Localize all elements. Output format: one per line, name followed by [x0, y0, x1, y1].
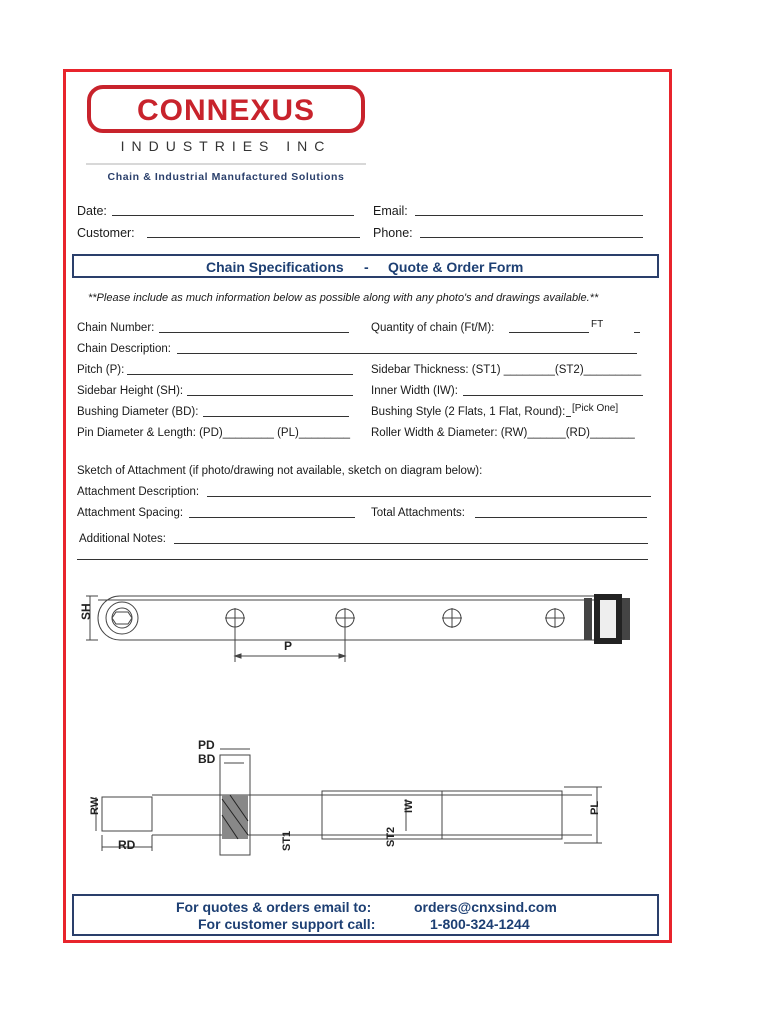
chain-number-field[interactable] — [159, 319, 349, 333]
bushing-diameter-label: Bushing Diameter (BD): — [77, 406, 199, 418]
phone-field[interactable] — [420, 224, 643, 238]
rd-label: RD — [118, 838, 136, 852]
customer-label: Customer: — [77, 226, 135, 240]
bushing-row — [77, 403, 657, 421]
banner-dash: - — [364, 259, 369, 275]
chain-top-view-diagram — [72, 735, 632, 870]
attach-spacing-label: Attachment Spacing: — [77, 507, 184, 519]
email-field[interactable] — [415, 202, 643, 216]
chain-number-row — [77, 319, 657, 337]
svg-text:Chain & Industrial Manufacture: Chain & Industrial Manufactured Solutions — [107, 171, 345, 183]
notes-field-line2[interactable] — [77, 546, 648, 560]
date-label: Date: — [77, 204, 107, 218]
p-label: P — [284, 639, 293, 653]
chain-number-label: Chain Number: — [77, 322, 155, 334]
iw-label: IW — [403, 799, 415, 813]
sidebar-height-field[interactable] — [187, 382, 353, 396]
pitch-field[interactable] — [127, 361, 353, 375]
description-row — [77, 340, 657, 358]
call-prompt: For customer support call: — [198, 916, 376, 932]
email-label: Email: — [373, 204, 408, 218]
st1-label: ST1 — [281, 830, 293, 851]
bushing-diameter-field[interactable] — [203, 403, 349, 417]
roller-label[interactable]: Roller Width & Diameter: (RW)______(RD)_______ — [371, 427, 635, 439]
instruction-note: **Please include as much information below as possible along with any photo's and drawings available.** — [88, 292, 599, 304]
quantity-unit-line — [634, 319, 640, 333]
bushing-style-label: Bushing Style (2 Flats, 1 Flat, Round): — [371, 406, 566, 418]
sh-label: SH — [79, 603, 93, 620]
form-banner — [72, 254, 659, 278]
st2-label: ST2 — [385, 826, 397, 847]
inner-width-field[interactable] — [463, 382, 643, 396]
notes-field[interactable] — [174, 530, 648, 544]
support-phone-link[interactable]: 1-800-324-1244 — [430, 916, 530, 932]
description-field[interactable] — [177, 340, 637, 354]
sketch-label: Sketch of Attachment (if photo/drawing not available, sketch on diagram below): — [77, 465, 483, 477]
attach-desc-field[interactable] — [207, 483, 651, 497]
attach-spacing-field[interactable] — [189, 504, 355, 518]
banner-right: Quote & Order Form — [388, 259, 524, 275]
banner-left: Chain Specifications — [206, 259, 344, 275]
connexus-logo — [86, 84, 366, 184]
notes-label: Additional Notes: — [79, 533, 166, 545]
order-email-link[interactable]: orders@cnxsind.com — [414, 899, 557, 915]
description-label: Chain Description: — [77, 343, 171, 355]
inner-width-label: Inner Width (IW): — [371, 385, 458, 397]
customer-row — [77, 224, 657, 242]
chain-side-view-diagram — [72, 580, 662, 680]
sidebar-height-row — [77, 382, 657, 400]
sketch-row — [77, 462, 657, 480]
rw-label: RW — [89, 796, 101, 815]
sidebar-thickness-label[interactable]: Sidebar Thickness: (ST1) ________(ST2)_________ — [371, 364, 642, 376]
total-attach-field[interactable] — [475, 504, 647, 518]
bushing-style-line — [566, 403, 571, 417]
bd-label: BD — [198, 752, 216, 766]
total-attach-label: Total Attachments: — [371, 507, 465, 519]
svg-text:INDUSTRIES INC: INDUSTRIES INC — [120, 138, 332, 154]
quantity-field[interactable] — [509, 319, 589, 333]
attach-desc-label: Attachment Description: — [77, 486, 200, 498]
quantity-label: Quantity of chain (Ft/M): — [371, 322, 495, 334]
date-row — [77, 202, 657, 220]
quantity-unit[interactable]: FT — [591, 319, 604, 330]
date-field[interactable] — [112, 202, 354, 216]
pin-row — [77, 424, 657, 442]
pitch-label: Pitch (P): — [77, 364, 125, 376]
svg-text:CONNEXUS: CONNEXUS — [136, 94, 316, 127]
email-prompt: For quotes & orders email to: — [176, 899, 372, 915]
phone-label: Phone: — [373, 226, 413, 240]
pitch-row — [77, 361, 657, 379]
attach-desc-row — [77, 483, 657, 501]
pd-label: PD — [198, 738, 215, 752]
bushing-style-select[interactable]: [Pick One] — [572, 403, 619, 414]
customer-field[interactable] — [147, 224, 360, 238]
pin-diameter-label[interactable]: Pin Diameter & Length: (PD)________ (PL)________ — [77, 427, 350, 439]
contact-footer — [72, 894, 659, 936]
sidebar-height-label: Sidebar Height (SH): — [77, 385, 184, 397]
pl-label: PL — [589, 800, 601, 815]
attach-spacing-row — [77, 504, 657, 522]
